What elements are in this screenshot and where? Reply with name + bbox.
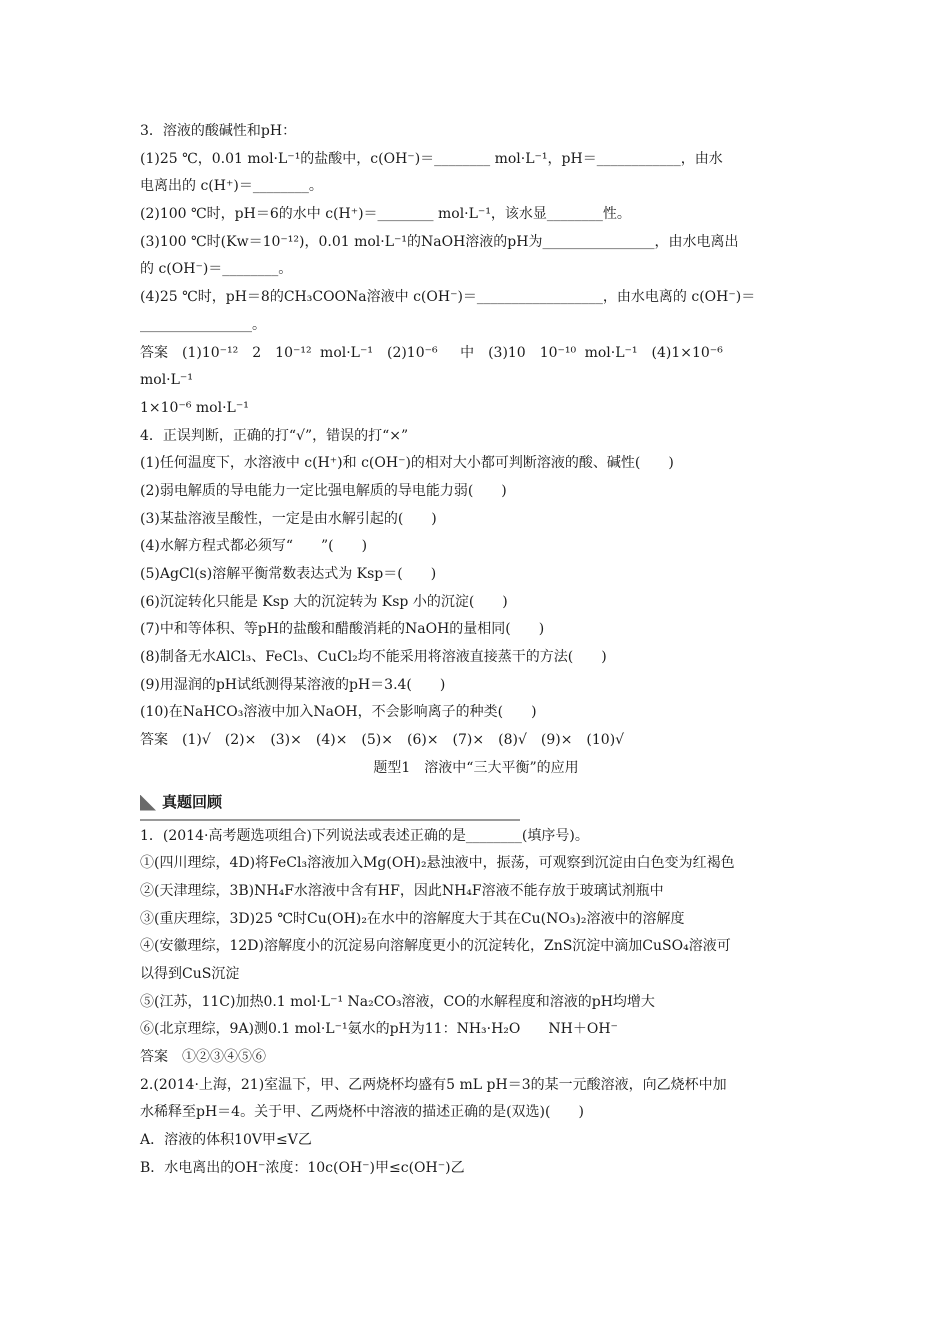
- p1-option-3: ③(重庆理综，3D)25 ℃时Cu(OH)₂在水中的溶解度大于其在Cu(NO₃)₂溶液中的溶解度: [140, 910, 685, 927]
- q4-item: (3)某盐溶液呈酸性，一定是由水解引起的( ): [140, 510, 437, 527]
- q3-line-1: (1)25 ℃，0.01 mol·L⁻¹的盐酸中，c(OH⁻)＝________ mol·L⁻¹，pH＝____________，由水: [140, 150, 723, 167]
- q3-title: 3．溶液的酸碱性和pH：: [140, 123, 297, 139]
- q4-item: (5)AgCl(s)溶解平衡常数表达式为 Ksp＝( ): [140, 566, 437, 582]
- section-title: 真题回顾: [162, 792, 223, 811]
- q4-item: (7)中和等体积、等pH的盐酸和醋酸消耗的NaOH的量相同( ): [140, 621, 545, 638]
- q4-item: (1)任何温度下，水溶液中 c(H⁺)和 c(OH⁻)的相对大小都可判断溶液的酸、碱性( ): [140, 455, 674, 472]
- q3-line-6: (4)25 ℃时，pH＝8的CH₃COONa溶液中 c(OH⁻)＝__________________，由水电离的 c(OH⁻)＝: [140, 289, 756, 306]
- q3-answer-3: 1×10⁻⁶ mol·L⁻¹: [140, 399, 249, 416]
- p1-option-4b: 以得到CuS沉淀: [140, 965, 240, 982]
- p1-option-6: ⑥(北京理综，9A)测0.1 mol·L⁻¹氨水的pH为11：NH₃·H₂O NH＋OH⁻: [140, 1021, 618, 1038]
- q3-line-3: (2)100 ℃时，pH＝6的水中 c(H⁺)＝________ mol·L⁻¹，该水显________性。: [140, 206, 631, 223]
- q3-line-5: 的 c(OH⁻)＝________。: [140, 261, 293, 278]
- q3-answer-1: 答案 (1)10⁻¹² 2 10⁻¹² mol·L⁻¹ (2)10⁻⁶ 中 (3)10 10⁻¹⁰ mol·L⁻¹ (4)1×10⁻⁶: [140, 344, 723, 361]
- q4-item: (2)弱电解质的导电能力一定比强电解质的导电能力弱( ): [140, 482, 507, 499]
- document-page: [140, 118, 812, 1182]
- q3-line-7: ________________。: [140, 316, 266, 333]
- section-header: [140, 787, 520, 821]
- p2-option-a: A．溶液的体积10V甲≤V乙: [140, 1132, 312, 1149]
- p1-option-4a: ④(安徽理综，12D)溶解度小的沉淀易向溶解度更小的沉淀转化，ZnS沉淀中滴加CuSO₄溶液可: [140, 938, 731, 955]
- q3-line-2: 电离出的 c(H⁺)＝________。: [140, 178, 323, 195]
- p2-stem-2: 水稀释至pH＝4。关于甲、乙两烧杯中溶液的描述正确的是(双选)( ): [140, 1104, 584, 1121]
- p2-stem-1: 2.(2014·上海，21)室温下，甲、乙两烧杯均盛有5 mL pH＝3的某一元酸溶液，向乙烧杯中加: [140, 1076, 727, 1093]
- q4-item: (10)在NaHCO₃溶液中加入NaOH，不会影响离子的种类( ): [140, 704, 537, 721]
- q3-line-4: (3)100 ℃时(Kw＝10⁻¹²)，0.01 mol·L⁻¹的NaOH溶液的pH为________________，由水电离出: [140, 233, 739, 250]
- p1-answer: 答案 ①②③④⑤⑥: [140, 1049, 266, 1065]
- q4-item: (6)沉淀转化只能是 Ksp 大的沉淀转为 Ksp 小的沉淀( ): [140, 593, 508, 610]
- p1-option-5: ⑤(江苏，11C)加热0.1 mol·L⁻¹ Na₂CO₃溶液，CO的水解程度和溶液的pH均增大: [140, 993, 655, 1010]
- q4-item: (4)水解方程式都必须写“ ”( ): [140, 538, 368, 555]
- p1-option-2: ②(天津理综，3B)NH₄F水溶液中含有HF，因此NH₄F溶液不能存放于玻璃试剂瓶中: [140, 882, 664, 899]
- q4-answer: 答案 (1)√ (2)× (3)× (4)× (5)× (6)× (7)× (8)√ (9)× (10)√: [140, 732, 625, 749]
- p2-option-b: B．水电离出的OH⁻浓度：10c(OH⁻)甲≤c(OH⁻)乙: [140, 1159, 465, 1176]
- p1-stem: 1．(2014·高考题选项组合)下列说法或表述正确的是________(填序号)。: [140, 827, 589, 844]
- q4-item: (9)用湿润的pH试纸测得某溶液的pH＝3.4( ): [140, 676, 446, 693]
- triangle-marker-icon: [140, 795, 156, 811]
- q3-answer-2: mol·L⁻¹: [140, 372, 193, 389]
- q4-item: (8)制备无水AlCl₃、FeCl₃、CuCl₂均不能采用将溶液直接蒸干的方法( ): [140, 649, 607, 666]
- topic-title: 题型1 溶液中“三大平衡”的应用: [373, 759, 579, 776]
- p1-option-1: ①(四川理综，4D)将FeCl₃溶液加入Mg(OH)₂悬浊液中，振荡，可观察到沉淀由白色变为红褐色: [140, 855, 735, 872]
- q4-title: 4．正误判断，正确的打“√”，错误的打“×”: [140, 427, 409, 444]
